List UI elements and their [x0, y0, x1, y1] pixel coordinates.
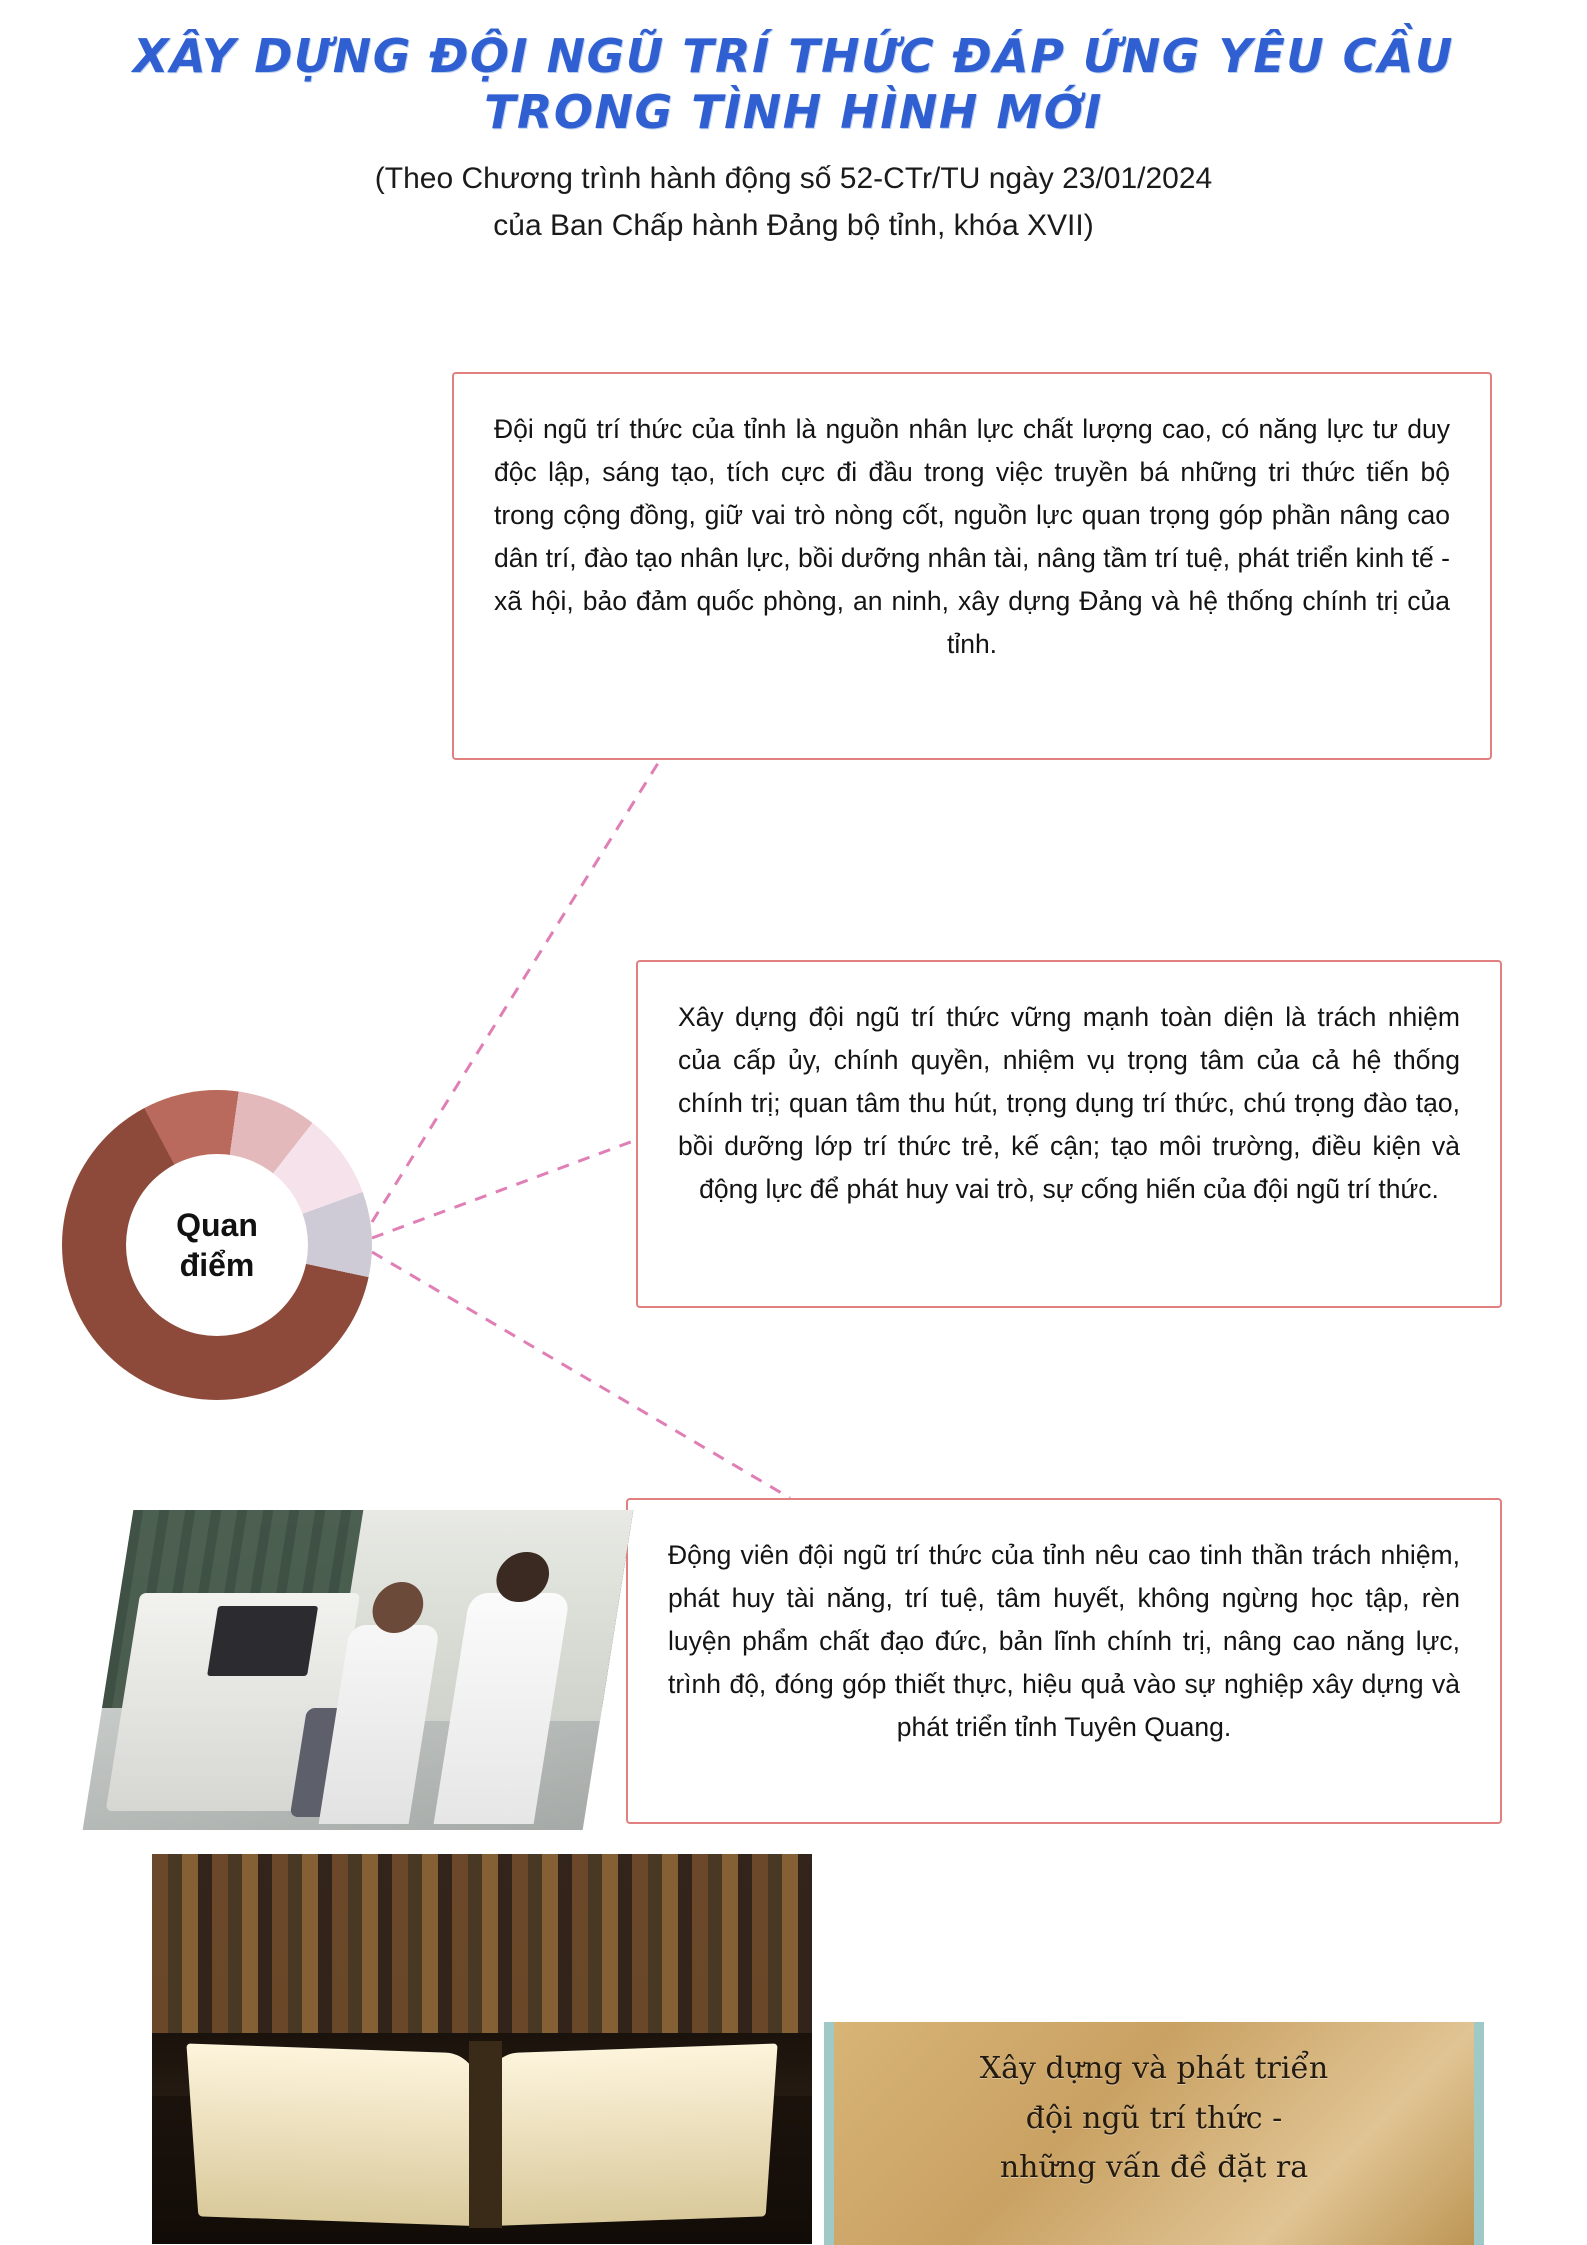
banner-line-1: Xây dựng và phát triển	[979, 2051, 1329, 2086]
photo-books-shelf-top	[152, 1854, 812, 2041]
banner-text-block	[834, 2044, 1474, 2193]
content-box-1: Đội ngũ trí thức của tỉnh là nguồn nhân lực chất lượng cao, có năng lực tư duy độc lập, sáng tạo, tích cực đi đầu trong việc truyền bá những tri thức tiến bộ trong cộng đồng, giữ vai trò nòng cốt, nguồn lực quan trọng góp phần nâng cao dân trí, đào tạo nhân lực, bồi dưỡng nhân tài, nâng tầm trí tuệ, phát triển kinh tế - xã hội, bảo đảm quốc phòng, an ninh, xây dựng Đảng và hệ thống chính trị của tỉnh.	[452, 372, 1492, 760]
photo-banner	[824, 2022, 1484, 2245]
page-title-line-2: TRONG TÌNH HÌNH MỚI	[484, 85, 1103, 140]
photo-lab-monitor	[207, 1606, 318, 1676]
hub-label-line-2: điểm	[179, 1247, 255, 1283]
photo-laboratory	[83, 1510, 634, 1830]
page-header	[0, 28, 1587, 248]
page-subtitle-line-1: (Theo Chương trình hành động số 52-CTr/TU ngày 23/01/2024	[374, 162, 1213, 196]
photo-book-right-page	[476, 2044, 778, 2227]
quan-diem-hub	[62, 1090, 372, 1400]
banner-line-3: những vấn đề đặt ra	[999, 2150, 1309, 2185]
photo-book-spine	[469, 2041, 502, 2228]
photo-open-book	[152, 1854, 812, 2244]
banner-line-2: đội ngũ trí thức -	[1025, 2100, 1283, 2136]
page-title-line-1: XÂY DỰNG ĐỘI NGŨ TRÍ THỨC ĐÁP ỨNG YÊU CẦU	[133, 29, 1454, 83]
donut-center-label	[126, 1154, 308, 1336]
content-box-3: Động viên đội ngũ trí thức của tỉnh nêu cao tinh thần trách nhiệm, phát huy tài năng, trí tuệ, tâm huyết, không ngừng học tập, rèn luyện phẩm chất đạo đức, bản lĩnh chính trị, nâng cao năng lực, trình độ, đóng góp thiết thực, hiệu quả vào sự nghiệp xây dựng và phát triển tỉnh Tuyên Quang.	[626, 1498, 1502, 1824]
hub-label-line-1: Quan	[176, 1207, 258, 1243]
page-subtitle-line-2: của Ban Chấp hành Đảng bộ tỉnh, khóa XVII)	[493, 209, 1094, 243]
photo-book-left-page	[186, 2044, 488, 2227]
content-box-2: Xây dựng đội ngũ trí thức vững mạnh toàn diện là trách nhiệm của cấp ủy, chính quyền, nhiệm vụ trọng tâm của cả hệ thống chính trị; quan tâm thu hút, trọng dụng trí thức, chú trọng đào tạo, bồi dưỡng lớp trí thức trẻ, kế cận; tạo môi trường, điều kiện và động lực để phát huy vai trò, sự cống hiến của đội ngũ trí thức.	[636, 960, 1502, 1308]
